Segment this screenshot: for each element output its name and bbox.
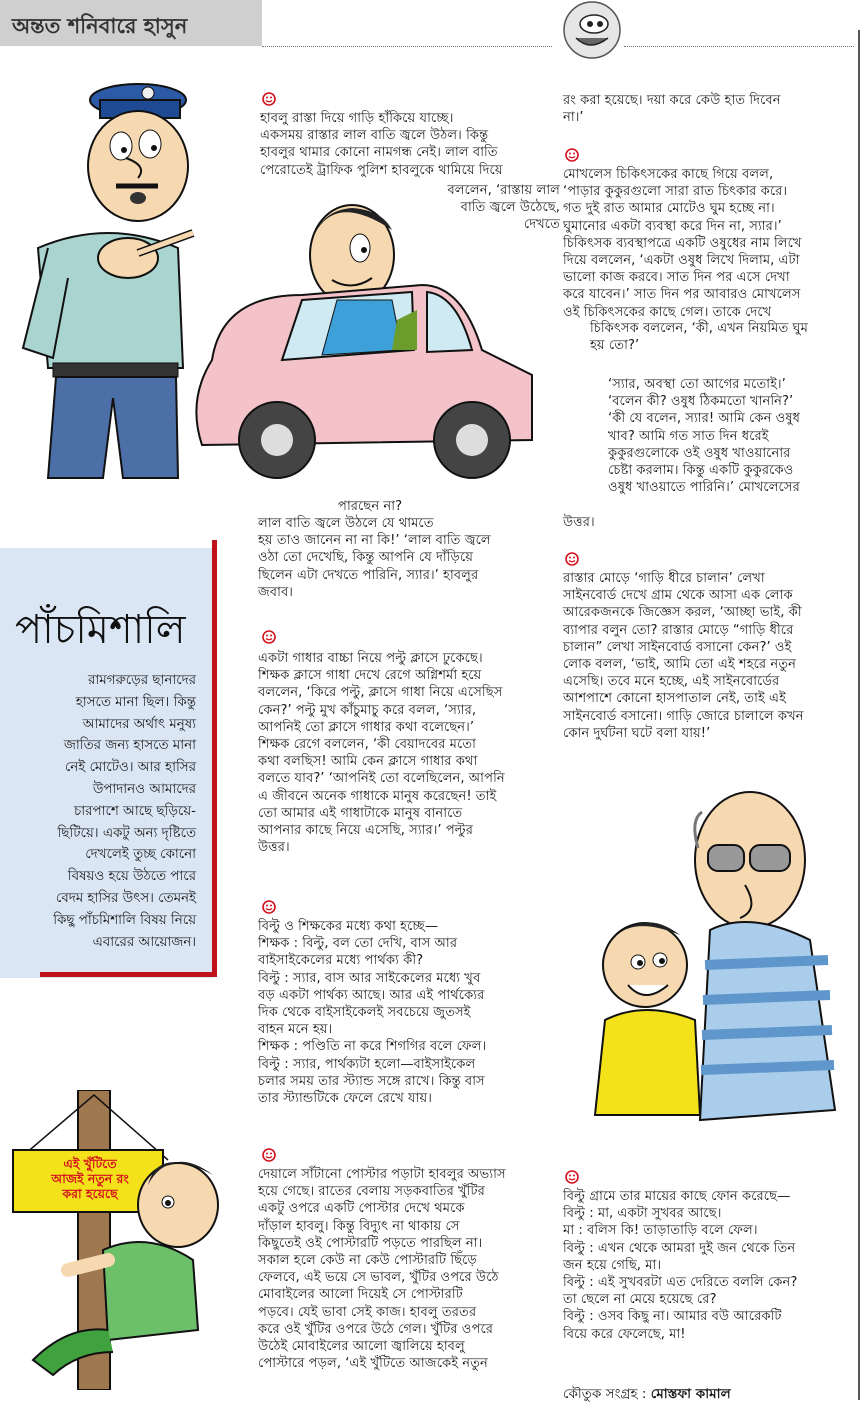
smiley-icon: [262, 1148, 276, 1162]
joke-text: একটা গাধার বাচ্চা নিয়ে পল্টু ক্লাসে ঢুকেছে। শিক্ষক ক্লাসে গাধা দেখে রেগে অগ্নিশর্মা হয়ে বললেন, ‘কিরে পল্টু, ক্লাসে গাধা নিয়ে এসেছিস কেন?’ পল্টু মুখ কাঁচুমাচু করে বলল, ‘স্যার, আপনিই তো ক্লাসে গাধার কথা বলেছেন।’ শিক্ষক রেগে বললেন, ‘কী বেয়াদবের মতো কথা বলছিস! আমি কেন ক্লাসে গাধার কথা বলতে যাব?’ ‘আপনিই তো বলেছিলেন, আপনি এ জীবনে অনেক গাধাকে মানুষ করেছেন! তাই তো আমার এই গাধাটাকে মানুষ বানাতে আপনার কাছে নিয়ে এসেছি, স্যার।’ পল্টুর উত্তর।: [258, 651, 505, 856]
sidebar-title: পাঁচমিশালি: [15, 607, 186, 653]
smiley-icon: [565, 148, 579, 162]
joke-text: হাবলু রাস্তা দিয়ে গাড়ি হাঁকিয়ে যাচ্ছে। একসময় রাস্তার লাল বাতি জ্বলে উঠল। কিন্তু হাবলুর থামার কোনো নামগন্ধ নেই। লাল বাতি পেরোতেই ট্রাফিক পুলিশ হাবলুকে থামিয়ে দিয়ে: [260, 111, 503, 178]
credit-author: মোস্তফা কামাল: [650, 1386, 731, 1402]
smiley-icon: [262, 630, 276, 644]
joke-text: বিল্টু ও শিক্ষকের মধ্যে কথা হচ্ছে— শিক্ষক : বিল্টু, বল তো দেখি, বাস আর বাইসাইকেলের মধ্যে পার্থক্য কী? বিল্টু : স্যার, বাস আর সাইকেলের মধ্যে খুব বড় একটা পার্থক্য আছে। আর এই পার্থক্যের দিক থেকে বাইসাইকেলই সবচেয়ে জুতসই বাহন মনে হয়। শিক্ষক : পণ্ডিতি না করে শিগগির বলে ফেল। বিল্টু : স্যার, পার্থক্যটা হলো—বাইসাইকেল চলার সময় তার স্ট্যান্ড সঙ্গে রাখে। কিন্তু বাস তার স্ট্যান্ডটিকে ফেলে রেখে যায়।: [258, 919, 487, 1107]
pole-climber-illustration: [8, 1090, 248, 1390]
joke-text: ‘স্যার, অবস্থা তো আগের মতোই।’ ‘বলেন কী? ওষুধ ঠিকমতো খাননি?’ ‘কী যে বলেন, স্যার! আমি কেন ওষুধ খাব? আমি গত সাত দিন ধরেই কুকুরগুলোকে ওই ওষুধ খাওয়ানোর চেষ্টা করলাম। কিন্তু একটি কুকুরকেও ওষুধ খাওয়াতে পারিনি।’ মোখলেসের: [608, 377, 801, 496]
section-title: অন্তত শনিবারে হাসুন: [12, 14, 188, 38]
policeman-illustration: [8, 78, 208, 483]
smiley-icon: [262, 900, 276, 914]
smiley-icon: [565, 552, 579, 566]
credit-label: কৌতুক সংগ্রহ :: [563, 1386, 651, 1402]
header-divider: [262, 46, 552, 47]
smiley-icon: [262, 92, 276, 106]
joke-text: উত্তর।: [563, 515, 595, 530]
old-man-and-boy-illustration: [590, 790, 850, 1130]
section-header: [0, 0, 262, 46]
smiley-icon: [565, 1170, 579, 1184]
joke-text: রং করা হয়েছে। দয়া করে কেউ হাত দিবেন না।’: [563, 93, 781, 126]
joke-text: লাল বাতি জ্বলে উঠলে যে থামতে হয় তাও জানেন না না কি!’ ‘লাল বাতি জ্বলে ওঠা তো দেখেছি, কিন্তু আপনি যে দাঁড়িয়ে ছিলেন এটা দেখতে পারিনি, স্যার।’ হাবলুর জবাব।: [258, 516, 491, 600]
joke-text: বললেন, ‘রাস্তায় লাল বাতি জ্বলে উঠেছে, দেখতে: [447, 183, 560, 233]
page-border: [858, 30, 860, 1400]
joke-text: দেয়ালে সাঁটানো পোস্টার পড়াটা হাবলুর অভ্যাস হয়ে গেছে। রাতের বেলায় সড়কবাতির খুঁটির একটু ওপরে একটি পোস্টার দেখে থমকে দাঁড়াল হাবলু। কিন্তু বিদ্যুৎ না থাকায় সে কিছুতেই ওই পোস্টারটি পড়তে পারছিল না। সকাল হলে কেউ না কেউ পোস্টারটি ছিঁড়ে ফেলবে, এই ভয়ে সে ভাবল, খুঁটির ওপরে উঠে মোবাইলের আলো দিয়েই সে পোস্টারটি পড়বে। যেই ভাবা সেই কাজ। হাবলু তরতর করে ওই খুঁটির ওপরে উঠে গেল। খুঁটির ওপরে উঠেই মোবাইলের আলো জ্বালিয়ে হাবলু পোস্টারে পড়ল, ‘এই খুঁটিতে আজকেই নতুন: [258, 1167, 506, 1372]
sidebar-accent-bar: [212, 540, 217, 975]
man-in-car-illustration: [182, 200, 552, 490]
laughing-face-logo-icon: [560, 0, 624, 62]
credit-line: [563, 1383, 731, 1406]
joke-text: রাস্তার মোড়ে ‘গাড়ি ধীরে চালান’ লেখা সাইনবোর্ড দেখে গ্রাম থেকে আসা এক লোক আরেকজনকে জিজ্ঞেস করল, ‘আচ্ছা ভাই, কী ব্যাপার বলুন তো? রাস্তার মোড়ে “গাড়ি ধীরে চালান” লেখা সাইনবোর্ড বসানো কেন?’ ওই লোক বলল, ‘ভাই, আমি তো এই শহরে নতুন এসেছি। তবে মনে হচ্ছে, এই সাইনবোর্ডের আশপাশে কোনো হাসপাতাল নেই, তাই এই সাইনবোর্ড বসানো। গাড়ি জোরে চালালে কখন কোন দুর্ঘটনা ঘটে বলা যায়!’: [563, 571, 804, 741]
sidebar-intro-text: রামগরুড়ের ছানাদের হাসতে মানা ছিল। কিন্তু আমাদের অর্থাৎ মনুষ্য জাতির জন্য হাসতে মানা নেই মোটেও। আর হাসির উপাদানও আমাদের চারপাশে আছে ছড়িয়ে- ছিটিয়ে। একটু অন্য দৃষ্টিতে দেখলেই তুচ্ছ কোনো বিষয়ও হয়ে উঠতে পারে বেদম হাসির উৎস। তেমনই কিছু পাঁচমিশালি বিষয় নিয়ে এবারের আয়োজন।: [53, 673, 196, 950]
poster-text: এই খুঁটিতে আজই নতুন রং করা হয়েছে: [51, 1156, 129, 1201]
joke-text: পারছেন না?: [338, 499, 403, 514]
header-divider: [624, 46, 854, 47]
joke-text: মোখলেস চিকিৎসকের কাছে গিয়ে বলল, ‘পাড়ার কুকুরগুলো সারা রাত চিৎকার করে। গত দুই রাত আমার মোটেও ঘুম হচ্ছে না। ঘুমানোর একটা ব্যবস্থা করে দিন না, স্যার।’ চিকিৎসক ব্যবস্থাপত্রে একটি ওষুধের নাম লিখে দিয়ে বললেন, ‘একটা ওষুধ লিখে দিলাম, এটা ভালো কাজ করবে। সাত দিন পর এসে দেখা করে যাবেন।’ সাত দিন পর আবারও মোখলেস ওই চিকিৎসকের কাছে গেল। তাকে দেখে: [563, 167, 802, 320]
joke-text: চিকিৎসক বললেন, ‘কী, এখন নিয়মিত ঘুম হয় তো?’: [590, 321, 809, 354]
joke-text: বিল্টু গ্রামে তার মায়ের কাছে ফোন করেছে— বিল্টু : মা, একটা সুখবর আছে। মা : বলিস কি! তাড়াতাড়ি বলে ফেল। বিল্টু : এখন থেকে আমরা দুই জন থেকে তিন জন হয়ে গেছি, মা। বিল্টু : এই সুখবরটা এত দেরিতে বললি কেন? তা ছেলে না মেয়ে হয়েছে রে? বিল্টু : ওসব কিছু না। আমার বউ আরেকটি বিয়ে করে ফেলেছে, মা!: [563, 1189, 798, 1342]
sidebar-accent-bar: [40, 972, 217, 977]
